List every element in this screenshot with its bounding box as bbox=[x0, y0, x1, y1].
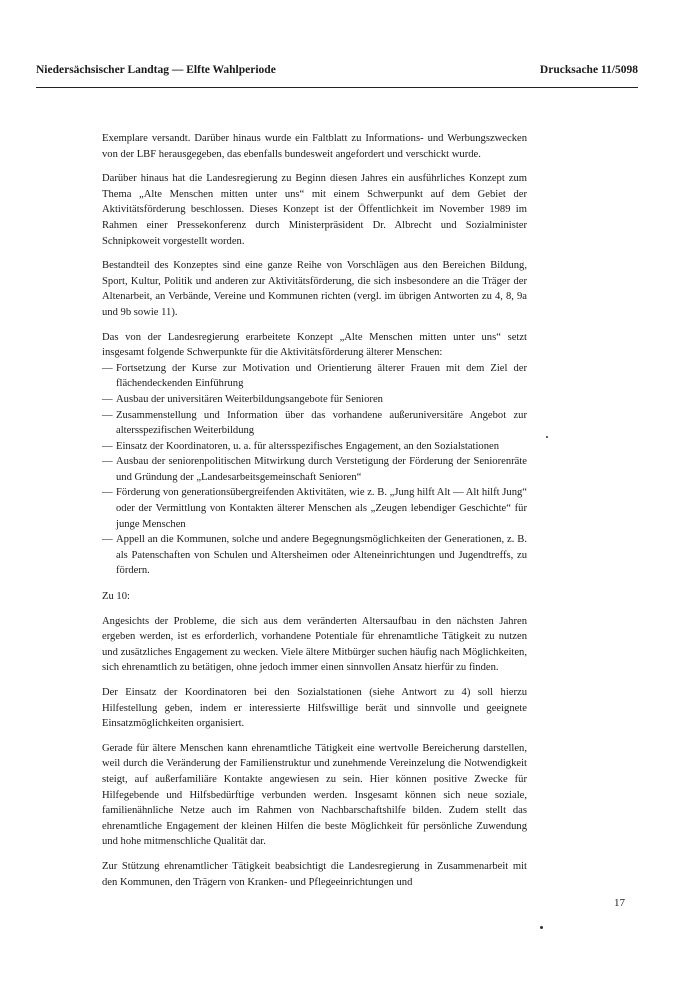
list-item bbox=[102, 408, 527, 439]
document-number: Drucksache 11/5098 bbox=[539, 64, 638, 76]
document-body bbox=[102, 131, 527, 890]
paragraph: Das von der Landesregierung erarbeitete Konzept „Alte Menschen mitten unter uns“ setzt insgesamt folgende Schwerpunkte für die Aktivitätsförderung älterer Menschen: bbox=[102, 331, 527, 359]
paragraph: Zur Stützung ehrenamtlicher Tätigkeit beabsichtigt die Landesregierung in Zusammenarbeit mit den Kommunen, den Trägern von Kranken- und Pflegeeinrichtungen und bbox=[102, 860, 527, 888]
priority-list bbox=[102, 361, 527, 579]
list-item-text: Zusammenstellung und Information über das vorhandene außeruniversitäre Angebot zur altersspezifischen Weiterbildung bbox=[116, 409, 527, 437]
list-item-text: Einsatz der Koordinatoren, u. a. für altersspezifisches Engagement, an den Sozialstationen bbox=[116, 440, 500, 452]
scan-speck bbox=[546, 436, 548, 438]
dash-marker: — bbox=[102, 393, 113, 405]
page-number: 17 bbox=[614, 897, 625, 909]
header-divider bbox=[36, 87, 638, 88]
list-item-text: Fortsetzung der Kurse zur Motivation und Orientierung älterer Frauen mit dem Ziel der flächendeckenden Einführung bbox=[116, 362, 527, 390]
paragraph: Bestandteil des Konzeptes sind eine ganze Reihe von Vorschlägen aus den Bereichen Bildung, Sport, Kultur, Politik und anderen zur Aktivitätsförderung, die sich insbesondere an die Träger der Altenarbeit, an Verbände, Vereine und Kommunen richten (vergl. im übrigen Antworten zu 4, 8, 9a und 9b sowie 11). bbox=[102, 260, 527, 318]
dash-marker: — bbox=[102, 456, 113, 468]
paragraph: Gerade für ältere Menschen kann ehrenamtliche Tätigkeit eine wertvolle Bereicherung darstellen, weil durch die Veränderung der Familienstruktur und zunehmende Vereinzelung die Notwendigkeit steigt, auf außerfamiliäre Kontakte angewiesen zu sein. Hier können positive Zwecke für Hilfegebende und Hilfsbedürftige verbunden werden. Insgesamt können sich neue soziale, familienähnliche Netze auch im Rahmen von Nachbarschaftshilfe bilden. Zudem stellt das ehrenamtliche Engagement der kleinen Hilfen die beste Möglichkeit für persönliche Zuwendung und hohe mitmenschliche Qualität dar. bbox=[102, 742, 527, 848]
list-item-text: Ausbau der universitären Weiterbildungsangebote für Senioren bbox=[116, 393, 383, 405]
paragraph: Exemplare versandt. Darüber hinaus wurde ein Faltblatt zu Informations- und Werbungszwecken von der LBF herausgegeben, das ebenfalls bundesweit angefordert und verschickt wurde. bbox=[102, 133, 527, 160]
paragraph: Angesichts der Probleme, die sich aus dem veränderten Altersaufbau in den nächsten Jahren ergeben werden, ist es erforderlich, vorhandene Potentiale für ehrenamtliche Tätigkeit zu nutzen und zusätzliches Engagement zu wecken. Viele ältere Mitbürger suchen häufig nach Möglichkeiten, sich ehrenamtlich zu betätigen, ohne jedoch immer einen sinnvollen Ansatz hierfür zu finden. bbox=[102, 615, 527, 674]
paragraph: Darüber hinaus hat die Landesregierung zu Beginn diesen Jahres ein ausführliches Konzept zum Thema „Alte Menschen mitten unter uns“ mit einem Schwerpunkt auf dem Gebiet der Aktivitätsförderung beschlossen. Dieses Konzept ist der Öffentlichkeit im November 1989 im Rahmen einer Pressekonferenz durch Ministerpräsident Dr. Albrecht und Sozialminister Schnipkoweit vorgestellt worden. bbox=[102, 173, 527, 247]
list-item bbox=[102, 485, 527, 532]
dash-marker: — bbox=[102, 487, 113, 499]
paragraph: Der Einsatz der Koordinatoren bei den Sozialstationen (siehe Antwort zu 4) soll hierzu Hilfestellung geben, indem er interessierte Hilfswillige berät und sinnvolle und geeignete Einsatzmöglichkeiten organisiert. bbox=[102, 687, 527, 730]
dash-marker: — bbox=[102, 440, 113, 452]
section-heading: Zu 10: bbox=[102, 591, 130, 603]
list-item-text: Ausbau der seniorenpolitischen Mitwirkung durch Verstetigung der Förderung der Seniorenräte und Gründung der „Landesarbeitsgemeinschaft Senioren“ bbox=[116, 456, 527, 483]
scan-speck bbox=[540, 926, 543, 929]
dash-marker: — bbox=[102, 534, 113, 546]
list-item bbox=[102, 454, 527, 485]
list-item bbox=[102, 532, 527, 579]
list-item bbox=[102, 439, 527, 455]
list-item-text: Förderung von generationsübergreifenden Aktivitäten, wie z. B. „Jung hilft Alt — Alt hilft Jung“ oder der Vermittlung von Kontakten älterer Menschen als „Zeugen lebendiger Geschichte“ für junge Menschen bbox=[116, 487, 527, 530]
list-item bbox=[102, 361, 527, 392]
header-title: Niedersächsischer Landtag — Elfte Wahlperiode bbox=[36, 64, 276, 76]
dash-marker: — bbox=[102, 409, 113, 421]
list-item-text: Appell an die Kommunen, solche und andere Begegnungsmöglichkeiten der Generationen, z. B. als Patenschaften von Schulen und Altersheimen oder Alteneinrichtungen und Jugendtreffs, zu fördern. bbox=[116, 534, 527, 577]
list-item bbox=[102, 392, 527, 408]
dash-marker: — bbox=[102, 362, 113, 374]
page-header bbox=[36, 64, 638, 76]
